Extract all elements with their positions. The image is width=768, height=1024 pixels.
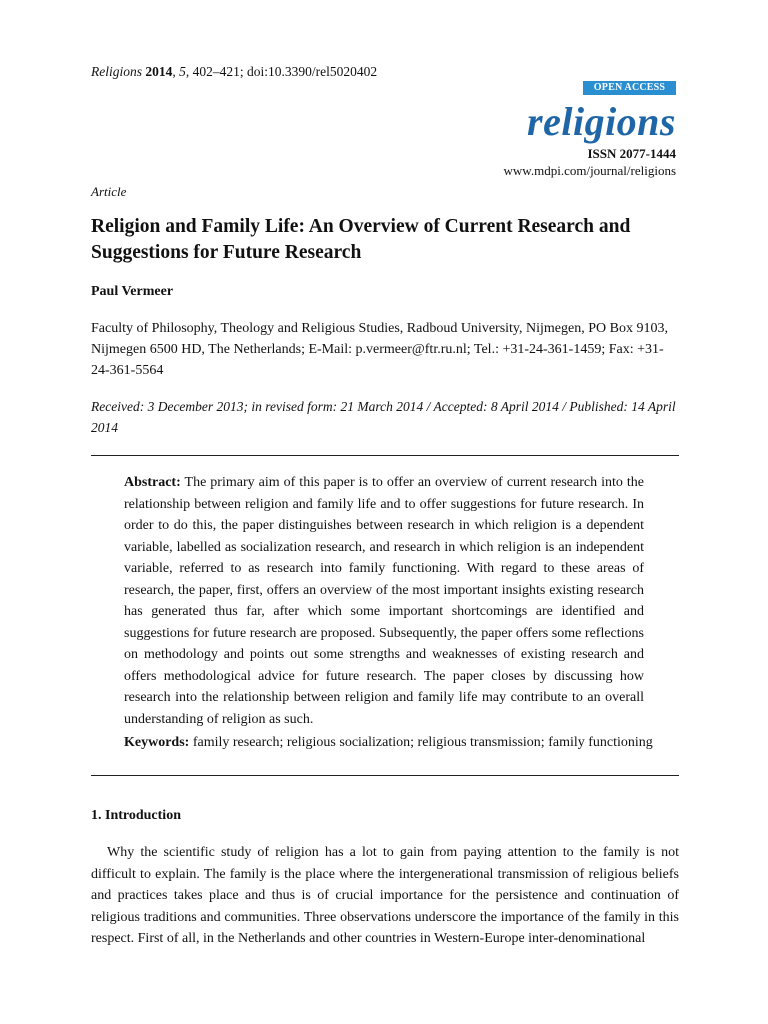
keywords-label: Keywords:	[124, 735, 190, 750]
journal-website-link[interactable]: www.mdpi.com/journal/religions	[503, 163, 676, 178]
journal-logo: religions	[527, 99, 676, 144]
abstract-text: The primary aim of this paper is to offer an overview of current research into the relationship between religion and family life and to offer suggestions for future research. In order to do this, the paper distinguishes between research in which religion is a dependent variable, labelled as socialization research, and research in which religion is an independent variable, referred to as research into family functioning. With regard to these areas of research, the paper, first, offers an overview of the most important insights existing research has generated thus far, after which some important shortcomings are identified and suggestions for future research are proposed. Subsequently, the paper offers some reflections on methodology and points out some strengths and weaknesses of existing research and offers methodological advice for future research. The paper closes by discussing how research into the relationship between religion and family life may contribute to an overall understanding of religion as such.	[124, 475, 644, 727]
keywords	[124, 735, 684, 751]
open-access-badge: OPEN ACCESS	[583, 81, 676, 95]
introduction-paragraph: Why the scientific study of religion has a lot to gain from paying attention to the family is not difficult to explain. The family is the place where the intergenerational transmission of religious beliefs and practices takes place and thus is of crucial importance for the persistence and continuation of religious traditions and communities. Three observations underscore the importance of the family in this respect. First of all, in the Netherlands and other countries in Western-Europe inter-denominational	[91, 845, 679, 946]
issn: ISSN 2077-1444	[587, 146, 676, 161]
publication-dates: Received: 3 December 2013; in revised form: 21 March 2014 / Accepted: 8 April 2014 / Published: 14 April 2014	[91, 399, 676, 435]
citation-pages-doi: 402–421; doi:10.3390/rel5020402	[192, 64, 378, 79]
citation-volume: 5	[179, 64, 186, 79]
citation-journal: Religions	[91, 64, 142, 79]
abstract-label: Abstract:	[124, 475, 181, 490]
article-title: Religion and Family Life: An Overview of Current Research and Suggestions for Future Research	[91, 216, 631, 263]
author-affiliation: Faculty of Philosophy, Theology and Religious Studies, Radboud University, Nijmegen, PO Box 9103, Nijmegen 6500 HD, The Netherlands; E-Mail: p.vermeer@ftr.ru.nl; Tel.: +31-24-361-1459; Fax: +31-24-361-5564	[91, 321, 668, 378]
citation-year: 2014	[145, 64, 173, 79]
citation-line: Religions 2014, 5, 402–421; doi:10.3390/rel5020402	[91, 64, 378, 79]
author-name: Paul Vermeer	[91, 284, 174, 299]
abstract-top-divider	[91, 455, 679, 456]
article-type: Article	[91, 184, 127, 199]
section-heading-introduction: 1. Introduction	[91, 808, 181, 823]
keywords-text: family research; religious socialization; religious transmission; family functioning	[192, 735, 653, 750]
abstract-bottom-divider	[91, 775, 679, 776]
abstract	[124, 472, 644, 730]
